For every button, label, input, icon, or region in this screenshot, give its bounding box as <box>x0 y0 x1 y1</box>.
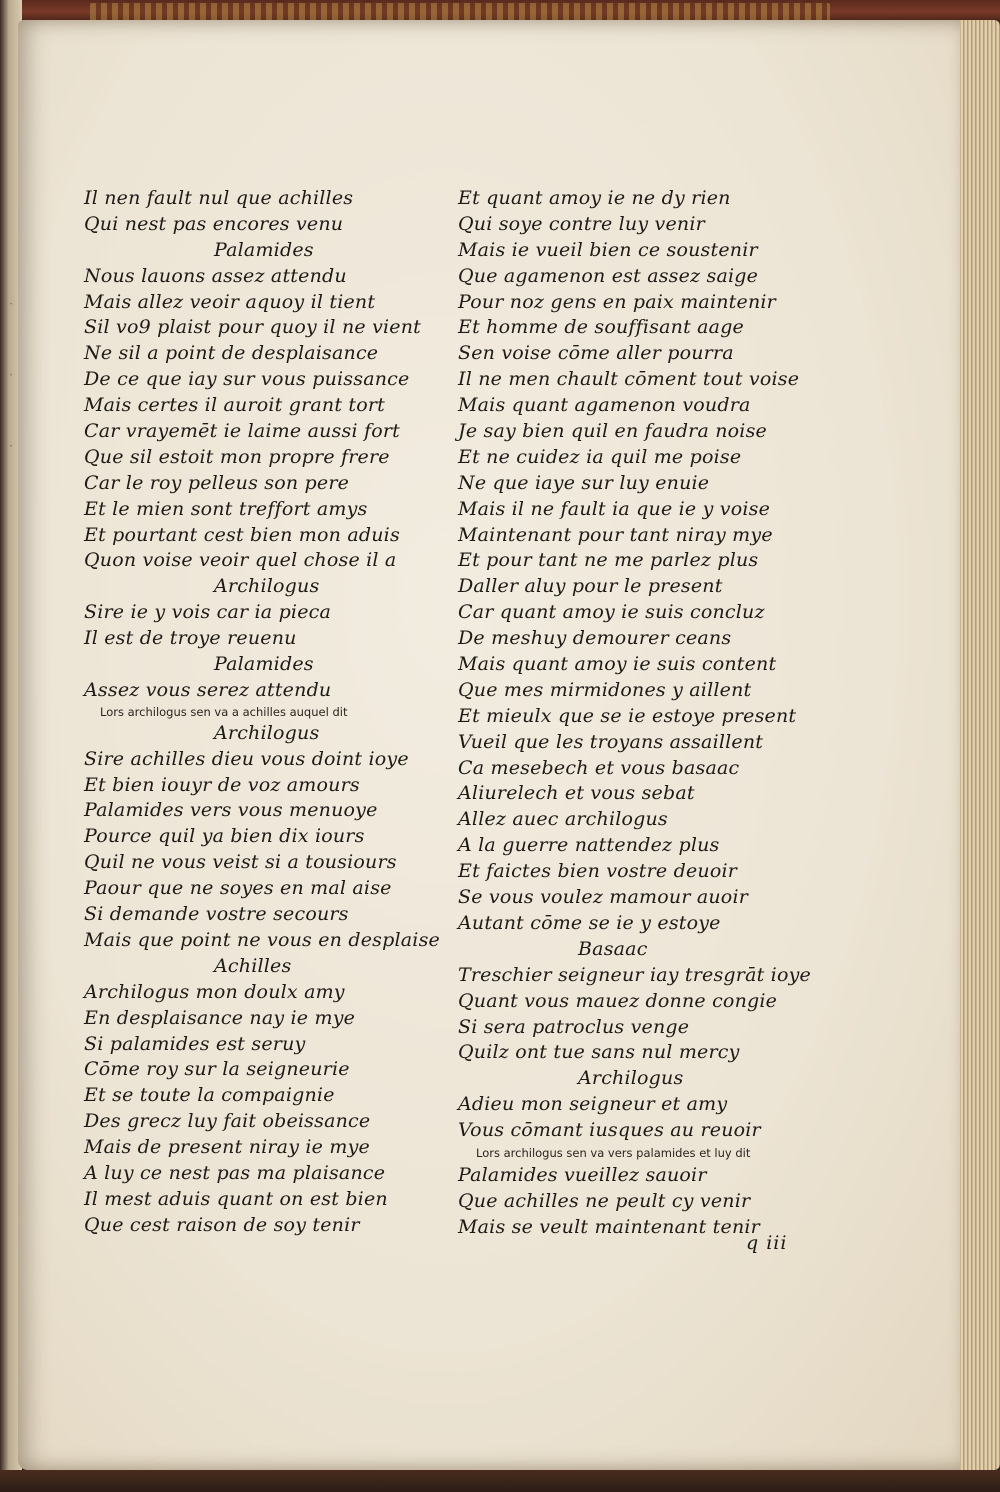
book-bottom-edge <box>0 1470 1000 1492</box>
verse-line: Ca mesebech et vous basaac <box>458 756 740 779</box>
verse-line: Adieu mon seigneur et amy <box>458 1093 728 1116</box>
verse-line: Mais de present niray ie mye <box>84 1136 370 1159</box>
verse-line: Et faictes bien vostre deuoir <box>458 860 738 883</box>
speaker-name: Archilogus <box>214 721 320 744</box>
verse-line: Et mieulx que se ie estoye present <box>458 704 797 727</box>
verse-line: Se vous voulez mamour auoir <box>458 886 749 909</box>
verse-line: Et pour tant ne me parlez plus <box>458 549 759 572</box>
verse-line: Il mest aduis quant on est bien <box>84 1187 388 1210</box>
verse-line: De ce que iay sur vous puissance <box>84 368 410 391</box>
verse-line: Et pourtant cest bien mon aduis <box>84 523 400 546</box>
left-text-column <box>84 186 444 1239</box>
verse-line: A la guerre nattendez plus <box>458 834 720 857</box>
speaker-name: Archilogus <box>578 1067 684 1090</box>
verse-line: Et se toute la compaignie <box>84 1084 335 1107</box>
verse-line: Treschier seigneur iay tresgrāt ioye <box>458 963 811 986</box>
gilt-decoration <box>90 3 830 21</box>
verse-line: Nous lauons assez attendu <box>84 264 347 287</box>
verse-line: Sire ie y vois car ia pieca <box>84 601 332 624</box>
verse-line: Mais quant agamenon voudra <box>458 394 751 417</box>
verse-line: Palamides vers vous menuoye <box>84 799 378 822</box>
verse-line: Quon voise veoir quel chose il a <box>84 549 397 572</box>
verse-line: Sire achilles dieu vous doint ioye <box>84 747 409 770</box>
verse-line: Si demande vostre secours <box>84 903 349 926</box>
speaker-name: Palamides <box>214 238 314 261</box>
verse-line: Pource quil ya bien dix iours <box>84 825 365 848</box>
verse-line: Mais certes il auroit grant tort <box>84 394 385 417</box>
verse-line: Car vrayemēt ie laime aussi fort <box>84 420 400 443</box>
verse-line: Il est de troye reuenu <box>84 627 297 650</box>
verse-line: Paour que ne soyes en mal aise <box>84 877 392 900</box>
verse-line: Ne sil a point de desplaisance <box>84 342 379 365</box>
verse-line: Vous cōmant iusques au reuoir <box>458 1119 761 1142</box>
stage-direction: Lors archilogus sen va vers palamides et luy dit <box>476 1145 751 1160</box>
verse-line: Autant cōme se ie y estoye <box>458 911 721 934</box>
verse-line: Quil ne vous veist si a tousiours <box>84 851 397 874</box>
verse-line: Qui nest pas encores venu <box>84 212 344 235</box>
verse-line: Si sera patroclus venge <box>458 1015 690 1038</box>
verse-line: Si palamides est seruy <box>84 1032 306 1055</box>
verse-line: Allez auec archilogus <box>458 808 668 831</box>
verse-line: Que sil estoit mon propre frere <box>84 445 390 468</box>
verse-line: Que cest raison de soy tenir <box>84 1213 360 1236</box>
speaker-name: Palamides <box>214 653 314 676</box>
verse-line: Sen voise cōme aller pourra <box>458 342 734 365</box>
verse-line: Cōme roy sur la seigneurie <box>84 1058 350 1081</box>
verse-line: Car le roy pelleus son pere <box>84 471 350 494</box>
verse-line: Palamides vueillez sauoir <box>458 1163 707 1186</box>
verse-line: Et bien iouyr de voz amours <box>84 773 360 796</box>
verse-line: Et homme de souffisant aage <box>458 316 745 339</box>
verse-line: Des grecz luy fait obeissance <box>84 1110 371 1133</box>
verse-line: De meshuy demourer ceans <box>458 627 732 650</box>
page-stack-edge <box>960 20 1000 1470</box>
verse-line: Il nen fault nul que achilles <box>84 187 354 209</box>
verse-line: Je say bien quil en faudra noise <box>458 420 767 443</box>
verse-line: Ne que iaye sur luy enuie <box>458 471 710 494</box>
verse-line: Et quant amoy ie ne dy rien <box>458 187 731 209</box>
right-text-column <box>458 186 818 1241</box>
verse-line: Vueil que les troyans assaillent <box>458 730 764 753</box>
verse-line: Et ne cuidez ia quil me poise <box>458 445 742 468</box>
verse-line: Mais ie vueil bien ce soustenir <box>458 238 758 261</box>
verse-line: Car quant amoy ie suis concluz <box>458 601 765 624</box>
verse-line: Qui soye contre luy venir <box>458 212 705 235</box>
left-page-show-through: · · · <box>4 300 19 449</box>
stage-direction: Lors archilogus sen va a achilles auquel dit <box>100 704 348 719</box>
verse-line: En desplaisance nay ie mye <box>84 1006 356 1029</box>
verse-line: Il ne men chault cōment tout voise <box>458 368 800 391</box>
verse-line: Maintenant pour tant niray mye <box>458 523 773 546</box>
verse-line: Que achilles ne peult cy venir <box>458 1189 751 1212</box>
speaker-name: Archilogus <box>214 575 320 598</box>
verse-line: Pour noz gens en paix maintenir <box>458 290 776 313</box>
verse-line: Assez vous serez attendu <box>84 678 332 701</box>
verse-line: Mais il ne fault ia que ie y voise <box>458 497 771 520</box>
verse-line: Mais allez veoir aquoy il tient <box>84 290 376 313</box>
verse-line: Quilz ont tue sans nul mercy <box>458 1041 740 1064</box>
speaker-name: Basaac <box>578 937 648 960</box>
verse-line: Que agamenon est assez saige <box>458 264 759 287</box>
speaker-name: Achilles <box>214 954 292 977</box>
verse-line: Sil vo9 plaist pour quoy il ne vient <box>84 316 421 339</box>
verse-line: Et le mien sont treffort amys <box>84 497 368 520</box>
verse-line: Quant vous mauez donne congie <box>458 989 778 1012</box>
verse-line: Daller aluy pour le present <box>458 575 723 598</box>
verse-line: Aliurelech et vous sebat <box>458 782 695 805</box>
verse-line: Archilogus mon doulx amy <box>84 980 345 1003</box>
verse-line: Mais se veult maintenant tenir <box>458 1215 760 1238</box>
verse-line: A luy ce nest pas ma plaisance <box>84 1161 386 1184</box>
signature-mark: q iii <box>746 1232 788 1254</box>
verse-line: Que mes mirmidones y aillent <box>458 678 752 701</box>
verse-line: Mais quant amoy ie suis content <box>458 653 777 676</box>
verse-line: Mais que point ne vous en desplaise <box>84 928 440 951</box>
